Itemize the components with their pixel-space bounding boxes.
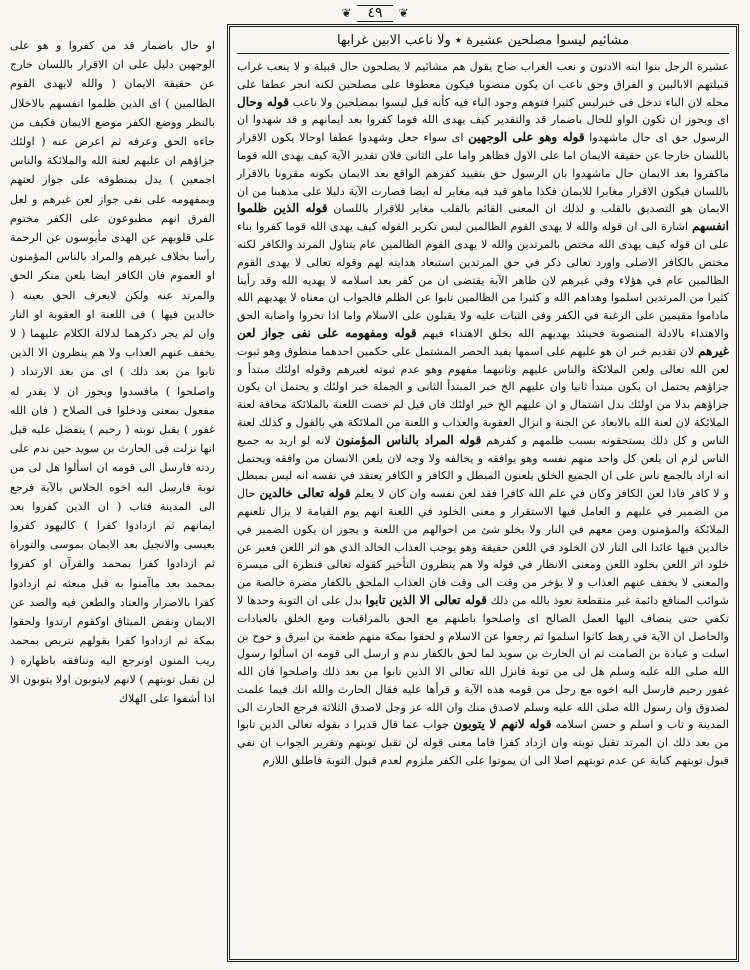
commentary-keyword: قوله الذين ظلموا انفسهم xyxy=(237,201,729,234)
main-paragraph: لانه لو اريد به جميع الناس لزم ان يلعن كل واحد منهم نفسه وهو يوافقه و يخالفه ولا وجه لان يلعن الانسان من وافقه ويحتمل انه اراد بالجمع ناس على ان الجميع الخلق يلعنون المبطل و الكافر و الكافر يعتقد في نفسه انه ليس بمبطل و لا كافر فاذا لعن الكافر وكان في علم الله كافرا فقد لعن نفسه وان كان لا يعلم xyxy=(237,433,730,501)
main-commentary-frame xyxy=(227,24,739,962)
main-paragraph: بدل على ان التوبة وحدها لا تكفي حتى ينضاف اليها العمل الصالح اى واصلحوا باطنهم مع الحق بالمراقبات ومع الخلق بالعبادات والحاصل ان الآية في رهط كانوا اسلموا ثم رجعوا عن الاسلام و لحقوا بمكة منهم طعمة بن ابيرق و حوح بن اسلت و عبادة بن الصامت ثم ان الحارث بن سويد لما لحق بالكفار ندم و ارسل الى قومه ان اسألوا رسول الله صلى الله عليه وسلم هل لى من توبة فانزل الله تعالى الا الذين تابوا من بعد ذلك واصلحوا فان الله غفور رحيم فارسل اليه اخوه مع رجل من قومه هذه الآية و قرأها عليه فقال الحارث والله انك فيما علمت لصدوق وان رسول الله صلى الله عليه وسلم لاصدق منك وان الله عز وجل لاصدق الثلاثة فرجع الحارث الى المدينة و تاب و اسلم و حسن اسلامه xyxy=(237,593,729,732)
ornament-left: ❦ xyxy=(341,6,352,20)
commentary-keyword: قوله ومفهومه على نفى جواز لعن غيرهم xyxy=(237,325,729,358)
main-paragraph: حال من الضمير في عليهم و العامل فيها الاستقرار و معنى الخلود في اللعنة انهم يوم القيامة لا يزال تلعنهم الملائكة والمؤمنون ومن معهم في النار ولا يخلو شئ من احوالهم من اللعنة و يجوز ان يكون الضمير في خالدين فيها عائدا الى النار لان الخلود في اللعن حقيقة وهو يوجب العذاب الخالد الذي هو اثر اللعن فعبر عن خلود اثر اللعن بخلود اللعن ومعنى الانظار في قوله ولا هم ينظرون التأخير كقوله تعالى فنظرة الى ميسرة والمعنى لا يخفف عنهم العذاب و لا يؤخر من وقت الى وقت فان العذاب الملحق بالكفار مضرة خالصة من شوائب المنافع دائمة غير منقطعة نعوذ بالله من ذلك xyxy=(237,487,729,607)
main-paragraph: اى سواء جعل وشهدوا عطفا اوحالا يكون الاقرار باللسان خارجا عن حقيقة الايمان اما على الاول فظاهر واما على الثانى فلان تقدير الآية كيف يهدى الله قوما ماكفروا بعد الايمان حال ماشهدوا بان الرسول حق بتقييد كفرهم الواقع بعد الايمان بكونه مقرونا بالاقرار باللسان فيكون الاقرار مغايرا للايمان فكذا ماهو قيد فيه مغاير له ايضا فصارت الآية دليلا على مذهبنا من ان الايمان هو التصديق بالقلب و لذلك ان المعنى القائم بالقلب مغاير للاقرار باللسان xyxy=(237,131,730,216)
main-paragraph: اى ويجوز ان تكون الواو للحال باضمار قد والتقدير كيف يهدى الله قوما كفروا بعد ايمانهم و قد شهدوا ان الرسول حق اى حال ماشهدوا xyxy=(237,113,729,145)
poetry-verse-headline: مشائيم ليسوا مصلحين عشيرة ٭ ولا ناعب الابين غرابها xyxy=(237,31,729,54)
main-commentary-text xyxy=(237,58,729,770)
main-paragraph: عشيرة الرجل بنوا ابنه الادنون و نعب الغراب صاح يقول هم مشائيم لا يصلحون حال قبيلة و لا ينعب غراب قبيلتهم الابالبين و الفراق وحق ناعب ان يكون منصوبا فيكون معطوفا على مصلحين لكنه انجر عطفا على محله لان الباء تدخل فى خبرليس كثيرا فتوهم وجود الباء فيه كأنه قيل ليسوا بمصلحين ولا ناعب xyxy=(237,60,729,109)
commentary-keyword: قوله تعالى الا الذين تابوا xyxy=(365,592,487,607)
ornament-right: ❦ xyxy=(398,6,409,20)
main-paragraph: اشارة الى ان قوله والله لا يهدى القوم الظالمين ليس تكرير القوله كيف يهدى الله قوما كفروا بناء على ان قوله كيف يهدى الله مختص بالمرتدين والله لا يهدى القوم الظالمين عام يتناول المرتد والكافر لكنه مختص بالكافر الاصلى واورد تعالى ذكر في حق المرتدين استبعاد هدايته لهم وقوله تعالى لا يهدى القوم الظالمين عام في هؤلاء وفي غيرهم لان ظاهر الآية يقتضى ان من كفر بعد اسلامه لا يهديه الله وقد رأينا كثيرا من المرتدين اسلموا وهداهم الله و كثيرا من الظالمين تابوا عن الظلم فالجواب ان معناه لا يهديهم الله ماداموا مقيمين على الرغبة في الكفر وفى الثبات عليه ولا يقبلون على الاسلام واما اذا تحروا واصابة الحق والاهتداء بالادلة المنصوبة فحينئذ يهديهم الله بخلق الاهتداء فيهم xyxy=(237,220,730,340)
commentary-keyword: قوله وحال xyxy=(237,94,289,109)
page-header xyxy=(0,0,750,26)
commentary-keyword: قوله لانهم لا يتوبون xyxy=(453,717,552,732)
main-paragraph: لان تقديم خبر ان هو عليهم على اسمها يفيد الحصر المشتمل على حكمين احدهما منطوق وهو ثبوت لعن الله تعالى ولعن الملائكة والناس عليهم وثانيهما مفهوم وهو عدم ثبوته لغيرهم وقوله اولئك مبتدأ و جزاؤهم يحتمل ان يكون مبتدأ ثانيا وان عليهم الخ خبر المبتدأ الثانى و الجملة خبر اولئك و يحتمل ان يكون جزاؤهم بدلا من اولئك بدل اشتمال و ان عليهم الخ خبر اولئك فان قيل لم خصت اللعنة بالملائكة مخافة لعنة الملائكة لان لعنة الله بالابعاد عن الجنة و انزال العقوبة والعذاب و اللعنة من الملائكة هي بالقول و كذلك لعنة الناس و كل ذلك يستحقونه بسبب ظلمهم و كفرهم xyxy=(237,344,729,447)
page-number: ٤٩ xyxy=(357,5,392,22)
commentary-keyword: قوله وهو على الوجهين xyxy=(468,130,585,145)
margin-tafsir-column xyxy=(10,36,215,956)
main-paragraph: جواب عما قال قديرا د بقوله تعالى الذين تابوا من بعد ذلك ان المرتد تقبل توبته وان ازداد كفرا فاما معنى قوله لن تقبل توبتهم وتقرير الجواب ان نفي قبول توبتهم كناية عن عدم توبتهم اصلا الى ان يموتوا على الكفر ملزوم لعدم قبول التوبة فاطلق اللازم xyxy=(237,718,729,768)
commentary-keyword: قوله تعالى خالدين xyxy=(259,486,351,501)
commentary-keyword: قوله المراد بالناس المؤمنون xyxy=(335,432,482,447)
margin-paragraph: او حال باضمار قد من كفروا و هو على الوجهين دليل على ان الاقرار باللسان خارج عن حقيقة الايمان ( والله لايهدى القوم الظالمين ) اى الذين ظلموا انفسهم بالاخلال بالنظر ووضع الكفر موضع الايمان فكيف من جاءه الحق وعرفه ثم اعرض عنه ( اولئك جزاؤهم ان عليهم لعنة الله والملائكة والناس اجمعين ) يدل بمنطوقه على جواز لعنهم وبمفهومه على نفى جواز لعن غيرهم و لعل الفرق انهم مطبوعون على الكفر مختوم على قلوبهم عن الهدى مأيوسون عن الرحمة رأسا بخلاف غيرهم والمراد بالناس المؤمنون او العموم فان الكافر ايضا يلعن منكر الحق والمرتد عنه ولكن لايعرف الحق بعينه ( خالدين فيها ) فى اللعنة او العقوبة او النار وان لم يجر ذكرهما لدلالة الكلام عليهما ( لا يخفف عنهم العذاب ولا هم ينظرون الا الذين تابوا من بعد ذلك ) اى من بعد الارتداد ( واصلحوا ) مافسدوا ويجوز ان لا يقدر له مفعول بمعنى ودخلوا فى الصلاح ( فان الله غفور ) يقبل توبته ( رحيم ) يتفضل عليه قيل انها نزلت فى الحارث بن سويد حين ندم على ردته فارسل الى قومه ان اسألوا هل لى من توبة فارسل اليه اخوه الجلاس بالآية فرجع الى المدينة فتاب ( ان الذين كفروا بعد ايمانهم ثم ازدادوا كفرا ) كاليهود كفروا بعيسى والانجيل بعد الايمان بموسى والتوراة ثم ازدادوا كفرا بمحمد والقرآن او كفروا بمحمد بعد ماآمنوا به قبل مبعثه ثم ازدادوا كفرا بالاصرار والعناد والطعن فيه والصد عن الايمان ونقض الميثاق اوكقوم ارتدوا ولحقوا بمكة ثم ازدادوا كفرا بقولهم نتربص بمحمد ريب المنون اونرجع اليه وننافقه باظهاره ( لن تقبل توبتهم ) لانهم لايتوبون اولا يتوبون الا اذا أشفوا على الهلاك xyxy=(10,39,215,705)
